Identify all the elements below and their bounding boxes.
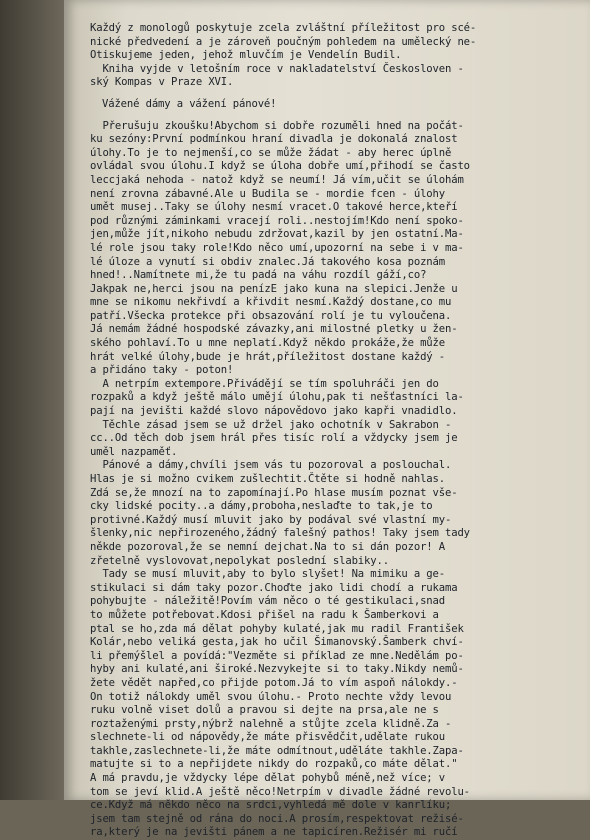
text-line: Kolár,nebo veliká gesta,jak ho učil Šimanovský.Šamberk chví- [90,636,464,649]
text-line: takhle,zaslechnete-li,že máte odmítnout,uděláte takhle.Zapa- [90,744,464,757]
text-line: Hlas je si možno cvikem zušlechtit.Čtěte si hodně nahlas. [90,473,445,485]
text-line: li přemýšlel a povídá:"Vezměte si příklad ze mne.Nedělám po- [90,649,464,662]
text-line: Já nemám žádné hospodské závazky,ani milostné pletky u žen- [90,323,458,336]
text-line: a přidáno taky - poton! [90,364,234,377]
text-line: Každý z monologů poskytuje zcela zvláštní příležitost pro scé- [90,22,477,34]
text-line: rozpaků a když ještě málo umějí úlohu,pak ti nešťastníci la- [90,391,464,404]
text-line: ku sezóny:První podmínkou hraní divadla je dokonalá znalost [90,133,458,146]
text-line: Jakpak ne,herci jsou na penízE jako kuna na slepici.Jenže u [90,282,458,295]
text-line: Pánové a dámy,chvíli jsem vás tu pozoroval a poslouchal. [90,459,452,472]
text-line: lé role jsou taky role!Kdo něco umí,upozorní na sebe i v ma- [90,241,464,254]
text-line: jen,může jít,nikoho nebudu zdržovat,kazil by jen ostatní.Ma- [90,228,464,241]
text-line: leccjaká nehoda - natož když se neumí! Já vím,učit se úlohám [90,173,464,186]
text-line: A má pravdu,je vždycky lépe dělat pohybů méně,než více; v [90,772,445,785]
text-line: Zdá se,že mnozí na to zapomínají.Po hlase musím poznat vše- [90,486,458,499]
text-line: cky lidské pocity..a dámy,proboha,neslaďte to tak,je to [90,500,433,513]
text-line: to můžete potřebovat.Kdosi přišel na radu k Šamberkovi a [90,608,439,621]
text-line: pohybujte - náležitě!Povím vám něco o té gestikulaci,snad [90,595,445,608]
text-line: ský Kompas v Praze XVI. [90,76,234,89]
text-line: tom se jeví klid.A ještě něco!Netrpím v divadle žádné revolu- [90,785,470,798]
text-line: matujte si to a nepřijdete nikdy do rozpaků,co máte dělat." [90,758,458,771]
text-line: lé úloze a vynutí si obdiv znalec.Já takového kosa poznám [90,255,445,268]
text-line: slechnete-li od nápovědy,že máte přisvědčit,udělate rukou [90,731,445,744]
text-line: někde pozoroval,že se nemní dejchat.Na to si dán pozor! A [90,540,445,553]
page-text [90,22,560,840]
text-line: ce.Když má někdo něco na srdci,vyhledá mě dole v kanrlíku; [90,799,452,812]
text-line: ruku volně viset dolů a pravou si dejte na prsa,ale ne s [90,704,439,717]
text-line: umět musej..Taky se úlohy nesmí vracet.O takové herce,kteří [90,201,458,214]
book-binding [0,0,68,800]
text-line: Otiskujeme jeden, jehož mluvčím je Vendelín Budil. [90,49,402,62]
text-line: Těchle zásad jsem se už držel jako ochotník v Sakrabon - [90,418,452,431]
text-line: jsem tam stejně od rána do noci.A prosím,respektovat režisé- [90,812,464,825]
text-line: ra,který je na jevišti pánem a ne tapicíren.Režisér mi ručí [90,826,458,839]
text-line: hrát velké úlohy,bude je hrát,příležitost dostane každý - [90,350,445,363]
text-line: pají na jevišti každé slovo nápovědovo jako kapři vnadidlo. [90,405,458,418]
text-line: roztaženými prsty,nýbrž nalehně a stůjte zcela klidně.Za - [90,717,452,730]
text-line: Tady se musí mluvit,aby to bylo slyšet! Na mimiku a ge- [90,568,445,581]
text-line: pod různými záminkami vracejí roli..nestojím!Kdo není spoko- [90,214,464,227]
typewritten-page [64,0,590,839]
intro-paragraph [90,22,560,90]
text-line: ovládal svou úlohu.I když se úloha dobře umí,přihodí se často [90,160,470,173]
text-line: nické předvedení a je zároveň poučným pohledem na umělecký ne- [90,35,477,48]
text-line: není zrovna zábavné.Ale u Budila se - mordie fcen - úlohy [90,187,445,200]
text-line: ptal se ho,zda má dělat pohyby kulaté,jak mu radil František [90,622,464,635]
text-line: hned!..Namítnete mi,že tu padá na váhu rozdíl gáží,co? [90,269,427,282]
text-line: šlenky,nic nepřirozeného,žádný falešný pathos! Taky jsem tady [90,527,470,540]
text-line: On totiž nálokdy uměl svou úlohu.- Proto nechte vždy levou [90,690,452,703]
salutation: Vážené dámy a vážení pánové! [102,97,277,110]
monologue-body [90,120,560,840]
text-line: cc..Od těch dob jsem hrál přes tisíc rolí a vždycky jsem je [90,432,458,445]
text-line: mne se nikomu nekřivdí a křivdit nesmí.Každý dostane,co mu [90,296,452,309]
text-line: ského pohlaví.To u mne neplatí.Když někdo prokáže,že může [90,337,445,350]
text-line: stikulaci si dám taky pozor.Choďte jako lidi chodí a rukama [90,581,458,594]
text-line: uměl nazpaměť. [90,445,178,458]
text-line: A netrpím extempore.Přivádějí se tím spoluhráči jen do [90,377,439,390]
text-line: hyby ani kulaté,ani široké.Nezvykejte si to taky.Nikdy nemů- [90,663,464,676]
text-line: úlohy.To je to nejmenší,co se může žádat - aby herec úplně [90,146,452,159]
text-line: Kniha vyjde v letošním roce v nakladatelství Českosloven - [90,62,464,75]
text-line: protivné.Každý musí mluvit jako by podával své vlastní my- [90,513,452,526]
text-line: Přerušuju zkoušku!Abychom si dobře rozuměli hned na počát- [90,119,464,132]
text-line: zřetelně vyslovovat,nepolykat poslední slabiky.. [90,554,389,567]
text-line: patří.Všecka protekce při obsazování rolí je tu vyloučena. [90,309,452,322]
text-line: žete vědět napřed,co přijde potom.Já to vím aspoň nálokdy.- [90,676,458,689]
